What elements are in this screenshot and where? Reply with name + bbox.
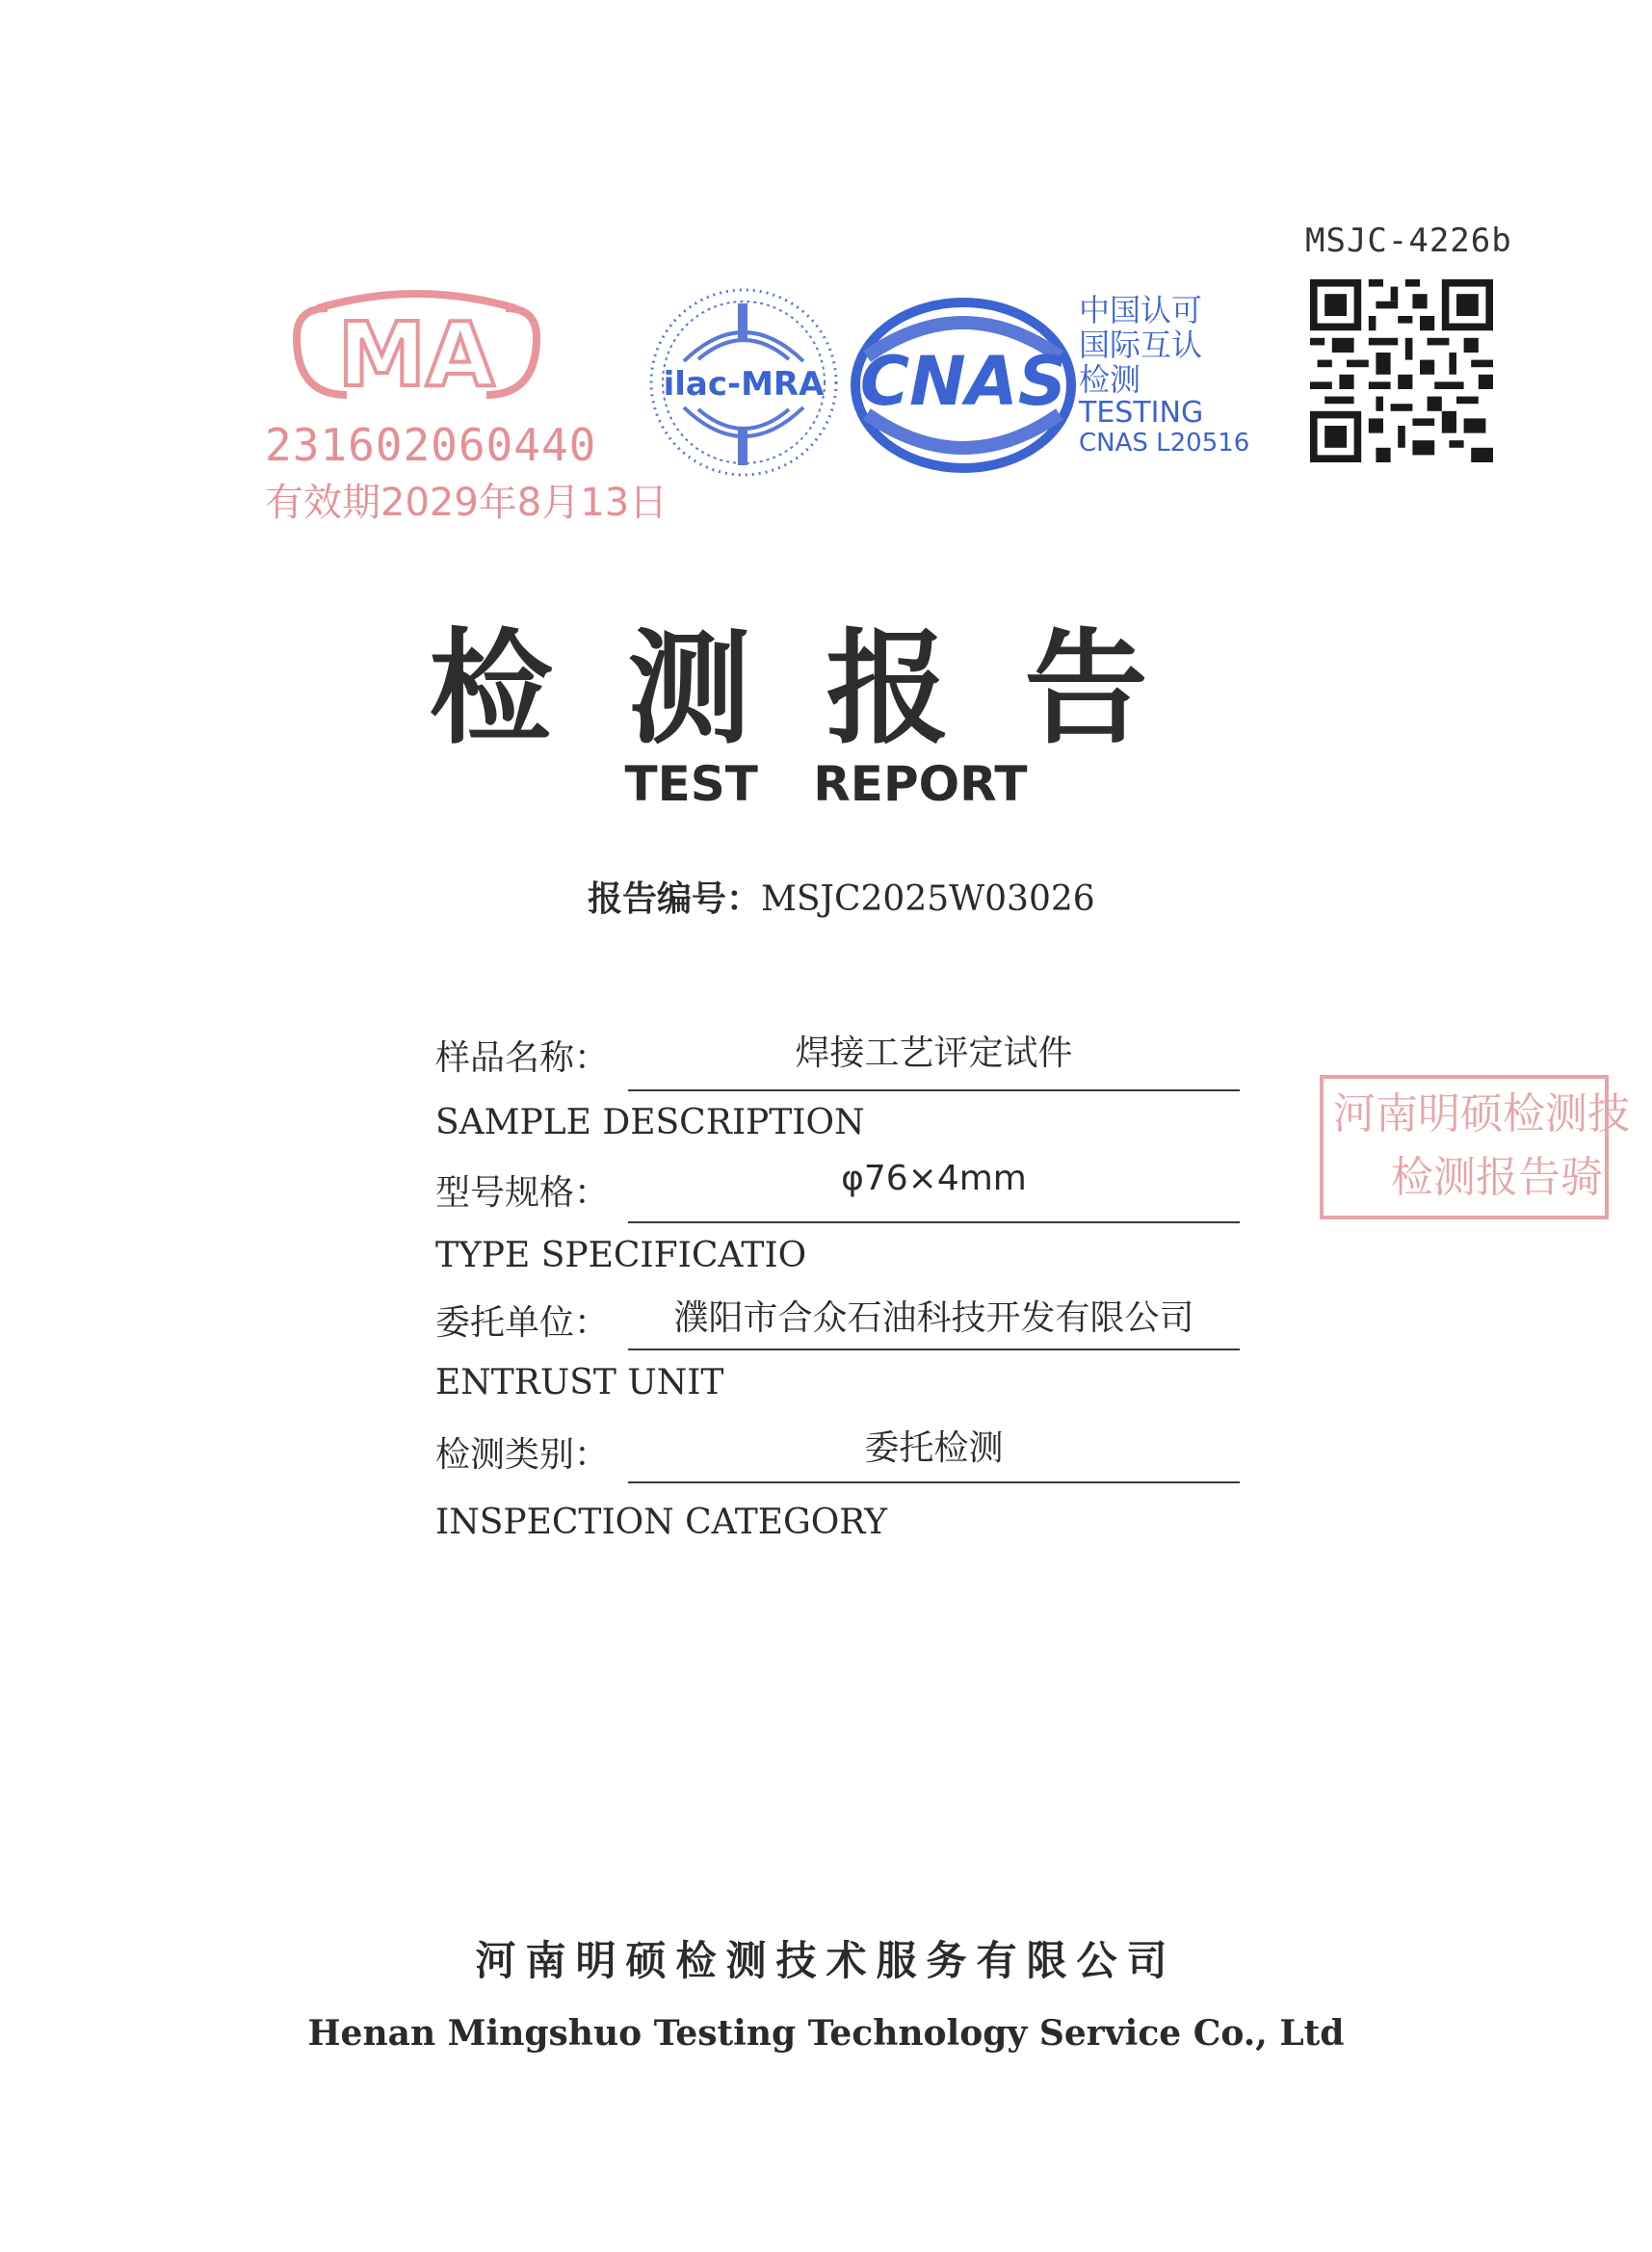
entrust-unit-en: ENTRUST UNIT xyxy=(435,1363,724,1402)
entrust-unit-value: 濮阳市合众石油科技开发有限公司 xyxy=(673,1298,1194,1338)
cnas-line-3: 检测 xyxy=(1079,360,1141,398)
cnas-line-2: 国际互认 xyxy=(1079,326,1203,363)
cnas-testing: TESTING xyxy=(1079,396,1204,431)
sample-name-value: 焊接工艺评定试件 xyxy=(795,1034,1073,1073)
cma-logo-icon xyxy=(289,289,544,409)
sample-name-en: SAMPLE DESCRIPTION xyxy=(435,1103,865,1142)
inspection-category-value: 委托检测 xyxy=(864,1428,1004,1468)
type-spec-en: TYPE SPECIFICATIO xyxy=(435,1236,807,1275)
underline xyxy=(628,1481,1240,1483)
cma-stamp xyxy=(260,289,669,530)
page-title: 检测报告 xyxy=(429,617,1223,761)
entrust-unit-label: 委托单位： xyxy=(435,1303,610,1343)
cma-mark-text: MA xyxy=(337,303,495,406)
cnas-accreditation-text xyxy=(1079,294,1249,458)
sample-name-label: 样品名称： xyxy=(435,1038,610,1078)
cnas-line-1: 中国认可 xyxy=(1079,292,1203,328)
seal-stamp-line-2: 检测报告骑 xyxy=(1391,1153,1603,1202)
type-spec-value: φ76×4mm xyxy=(841,1159,1027,1198)
inspection-category-en: INSPECTION CATEGORY xyxy=(435,1503,888,1542)
company-name-en: Henan Mingshuo Testing Technology Service Co., Ltd xyxy=(307,2013,1345,2054)
document-code: MSJC-4226b xyxy=(1305,222,1512,260)
qr-code-icon xyxy=(1310,279,1493,462)
ilac-mra-logo-icon xyxy=(645,284,843,482)
ilac-label: ilac-MRA xyxy=(663,365,825,404)
cnas-logo-icon xyxy=(848,289,1079,482)
report-number xyxy=(588,872,1095,921)
cma-validity: 有效期2029年8月13日 xyxy=(265,481,669,525)
inspection-category-label: 检测类别： xyxy=(435,1435,610,1475)
underline xyxy=(628,1349,1240,1350)
report-number-value: MSJC2025W03026 xyxy=(761,879,1095,919)
report-number-label: 报告编号： xyxy=(588,879,762,919)
cnas-id: CNAS L20516 xyxy=(1079,429,1250,458)
type-spec-label: 型号规格： xyxy=(435,1173,610,1213)
cma-number: 231602060440 xyxy=(265,419,597,471)
seal-stamp xyxy=(1320,1075,1630,1219)
underline xyxy=(628,1221,1240,1223)
company-name-cn: 河南明硕检测技术服务有限公司 xyxy=(475,1937,1177,1984)
underline xyxy=(628,1089,1240,1091)
seal-stamp-line-1: 河南明硕检测技 xyxy=(1333,1089,1630,1139)
cnas-logo-text: CNAS xyxy=(859,342,1067,421)
page-title-en: TEST REPORT xyxy=(624,756,1028,812)
